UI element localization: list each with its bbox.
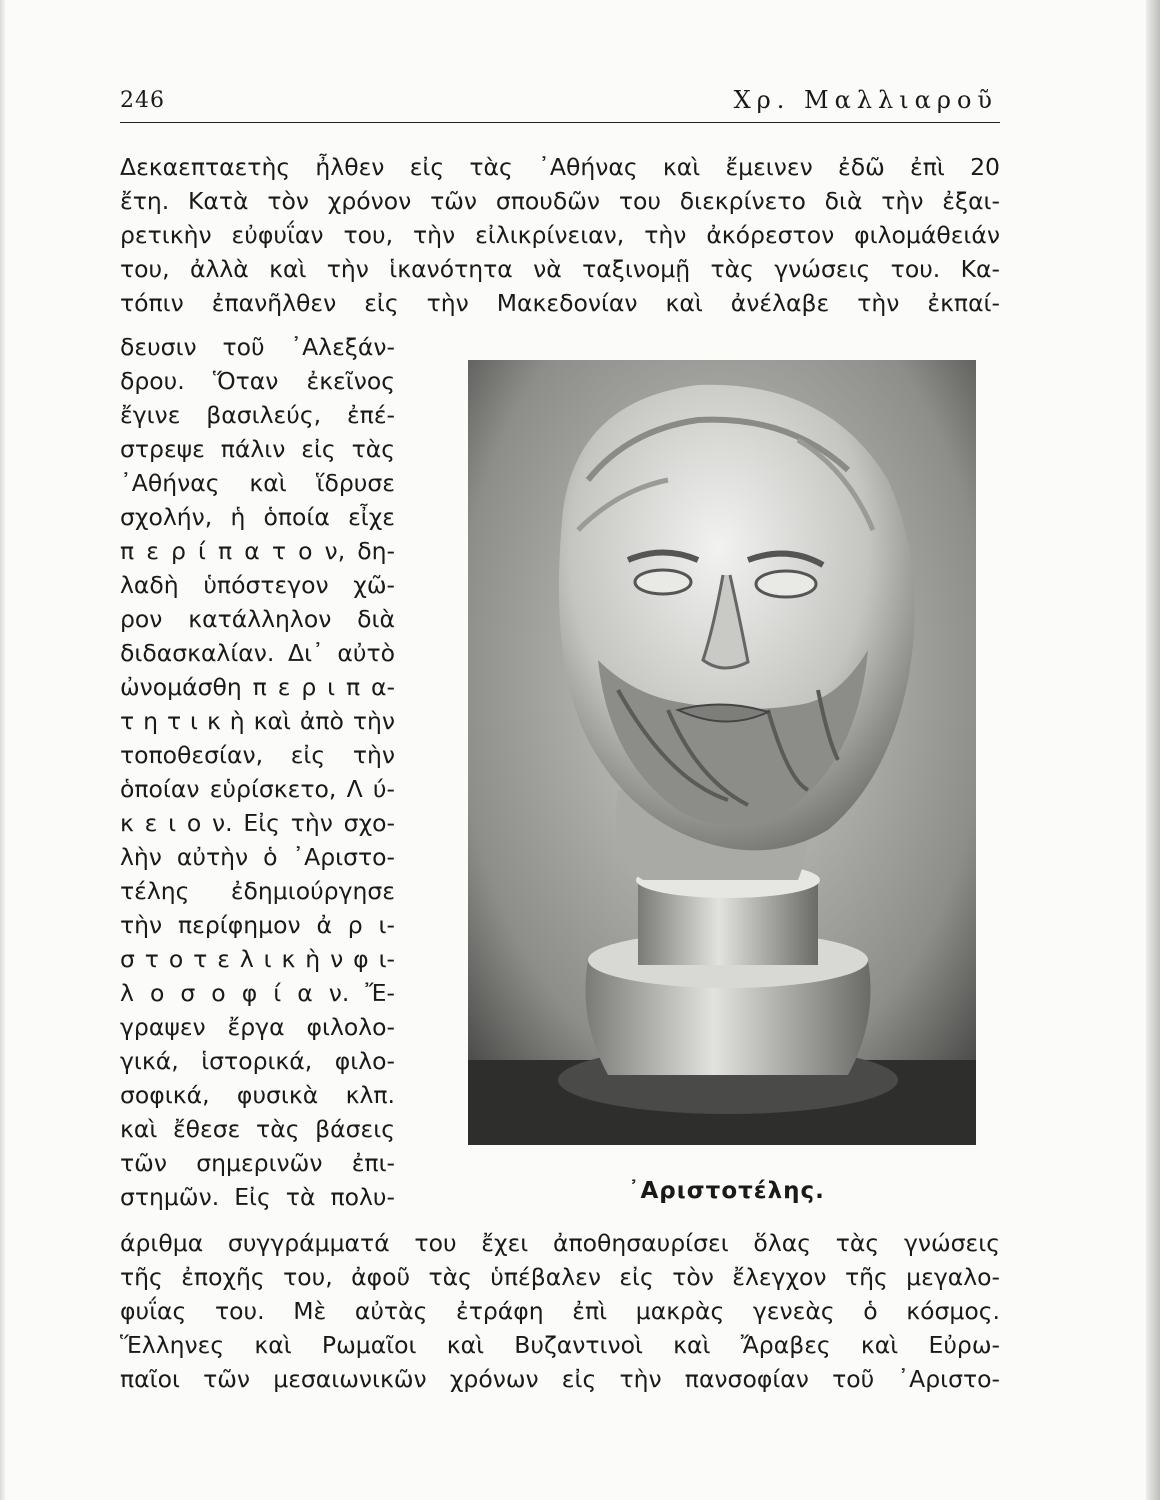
text-line: ὁποίαν εὑρίσκετο, Λ ύ- — [120, 775, 395, 803]
text-line: στημῶν. Εἰς τὰ πολυ- — [120, 1183, 395, 1211]
text-line: ρετικὴν εὐφυΐαν του, τὴν εἰλικρίνειαν, τὴν ἀκόρεστον φιλομάθειάν — [120, 221, 1000, 249]
text-line: διδασκαλίαν. Δι᾿ αὐτὸ — [120, 639, 395, 667]
text-line: τέλης ἐδημιούργησε — [120, 877, 395, 905]
text-line: σοφικά, φυσικὰ κλπ. — [120, 1081, 395, 1109]
text-line: Δεκαεπταετὴς ἦλθεν εἰς τὰς ᾿Αθήνας καὶ ἔμεινεν ἐδῶ ἐπὶ 20 — [120, 153, 1000, 181]
figure-caption: ᾿Αριστοτέλης. — [628, 1178, 825, 1204]
text-line: Ἕλληνες καὶ Ρωμαῖοι καὶ Βυζαντινοὶ καὶ Ἄραβες καὶ Εὐρω- — [120, 1331, 1000, 1359]
text-line: παῖοι τῶν μεσαιωνικῶν χρόνων εἰς τὴν πανσοφίαν τοῦ ᾿Αριστο- — [120, 1365, 1000, 1393]
running-head: Χρ. Μαλλιαροῦ — [733, 86, 998, 114]
text-line: σ τ ο τ ε λ ι κ ὴ ν φ ι- — [120, 945, 395, 973]
text-line: τ η τ ι κ ὴ καὶ ἀπὸ τὴν — [120, 707, 395, 735]
text-line: λὴν αὐτὴν ὁ ᾿Αριστο- — [120, 843, 395, 871]
text-line: άριθμα συγγράμματά του ἔχει ἀποθησαυρίσει ὅλας τὰς γνώσεις — [120, 1229, 1000, 1257]
text-line: τὴν περίφημον ἀ ρ ι- — [120, 911, 395, 939]
page-number: 246 — [120, 88, 165, 113]
aristotle-bust-photo — [468, 360, 976, 1145]
text-line: του, ἀλλὰ καὶ τὴν ἱκανότητα νὰ ταξινομῇ τὰς γνώσεις του. Κα- — [120, 255, 1000, 283]
text-line: τῶν σημερινῶν ἐπι- — [120, 1149, 395, 1177]
text-line: ὠνομάσθη π ε ρ ι π α- — [120, 673, 395, 701]
text-line: ρον κατάλληλον διὰ — [120, 605, 395, 633]
text-line: γραψεν ἔργα φιλολο- — [120, 1013, 395, 1041]
text-line: στρεψε πάλιν εἰς τὰς — [120, 435, 395, 463]
page-header — [120, 82, 1000, 123]
text-line: τόπιν ἐπανῆλθεν εἰς τὴν Μακεδονίαν καὶ ἀνέλαβε τὴν ἐκπαί- — [120, 289, 1000, 317]
text-line: κ ε ι ο ν. Εἰς τὴν σχο- — [120, 809, 395, 837]
text-line: δευσιν τοῦ ᾿Αλεξάν- — [120, 333, 395, 361]
bust-illustration — [468, 360, 976, 1145]
text-line: τοποθεσίαν, εἰς τὴν — [120, 741, 395, 769]
text-line: γικά, ἱστορικά, φιλο- — [120, 1047, 395, 1075]
page-gutter-shadow — [0, 0, 6, 1500]
text-line: τῆς ἐποχῆς του, ἀφοῦ τὰς ὑπέβαλεν εἰς τὸν ἔλεγχον τῆς μεγαλο- — [120, 1263, 1000, 1291]
text-line: σχολήν, ἡ ὁποία εἶχε — [120, 503, 395, 531]
text-line: δρου. Ὅταν ἐκεῖνος — [120, 367, 395, 395]
text-line: φυΐας του. Μὲ αὐτὰς ἐτράφη ἐπὶ μακρὰς γενεὰς ὁ κόσμος. — [120, 1297, 1000, 1325]
text-line: ἔγινε βασιλεύς, ἐπέ- — [120, 401, 395, 429]
top-paragraph — [120, 150, 1000, 320]
text-line: ἔτη. Κατὰ τὸν χρόνον τῶν σπουδῶν του διεκρίνετο διὰ τὴν ἐξαι- — [120, 187, 1000, 215]
text-line: ᾿Αθήνας καὶ ἵδρυσε — [120, 469, 395, 497]
page-edge-shadow — [1146, 0, 1160, 1500]
bottom-paragraph — [120, 1226, 1000, 1396]
text-line: λαδὴ ὑπόστεγον χῶ- — [120, 571, 395, 599]
text-line: π ε ρ ί π α τ ο ν, δη- — [120, 537, 395, 565]
side-column-text — [120, 330, 395, 1214]
text-line: καὶ ἔθεσε τὰς βάσεις — [120, 1115, 395, 1143]
text-line: λ ο σ ο φ ί α ν. Ἔ- — [120, 979, 395, 1007]
